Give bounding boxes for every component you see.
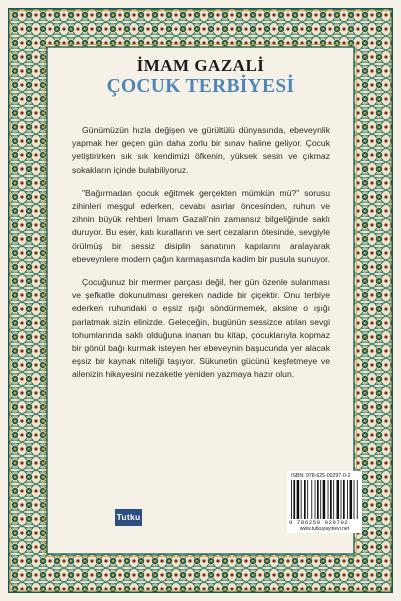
cover-content <box>64 56 351 556</box>
publisher-website: www.tutkuyayinevi.net <box>299 526 350 532</box>
blurb-paragraph: Günümüzün hızla değişen ve gürültülü dünyasında, ebeveynlik yapmak her geçen gün daha zorlu bir sınav haline geliyor. Çocuk yetiştirirken sık sık kendimizi öfkenin, yüksek sesin ve çıkmaz sokakların içinde bulabiliyoruz. <box>72 125 330 175</box>
blurb-text <box>72 124 330 392</box>
isbn-text: ISBN: 978-625-00297-0-2 <box>291 473 351 479</box>
book-title: ÇOCUK TERBİYESİ <box>106 76 295 97</box>
blurb-paragraph: "Bağırmadan çocuk eğitmek gerçekten mümkün mü?" sorusu zihinleri meşgul ederken, cevabı asırlar öncesinden, ruhun ve zihnin büyük rehberi İmam Gazali'nin zamansız bilgeliğinde saklı duruyor. Bu eser, katı kuralların ve sert cezaların ötesinde, sevgiyle örülmüş bir sessiz disiplin sanatının kapılarını aralayarak ebeveynlere modern çağın karmaşasında kadim bir pusula sunuyor. <box>72 187 330 264</box>
publisher-logo: Tutku <box>115 509 142 526</box>
barcode-block <box>287 471 362 533</box>
barcode-image <box>291 480 358 519</box>
blurb-paragraph: Çocuğunuz bir mermer parçası değil, her gün özenle sulanması ve şefkatle dokunulması gereken nadide bir çiçektir. Onu terbiye ederken ruhundaki o eşsiz ışığı söndürmemek, aksine o ışığı parlatmak sizin elinizde. Geleceğin, bugünün sessizce atılan sevgi tohumlarında saklı olduğuna inanan bu kitap, çocuklarıyla kopmaz bir gönül bağı kurmak isteyen her ebeveynin başucunda yer alacak eşsiz bir kaynak niteliği taşıyor. Sükunetin gücünü keşfetmeye ve ailenizin hikayesini nezaketle yeniden yazmaya hazır olun. <box>72 277 330 380</box>
author-name: İMAM GAZALİ <box>136 56 265 75</box>
barcode-number: 9 786259 029702 <box>289 519 349 526</box>
